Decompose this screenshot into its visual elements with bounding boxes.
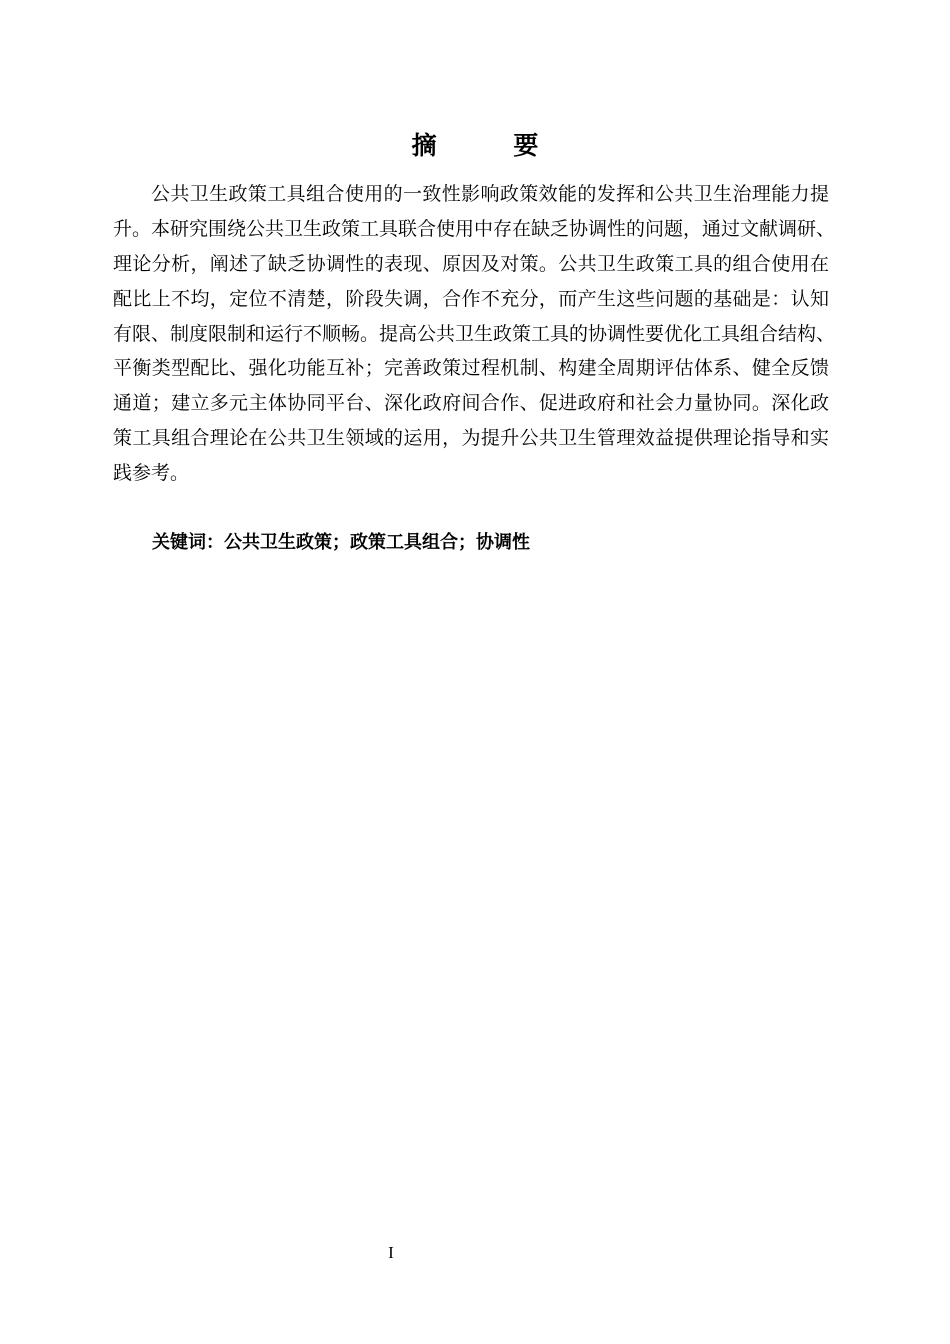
abstract-line: 有限、制度限制和运行不顺畅。提高公共卫生政策工具的协调性要优化工具组合结构、 <box>113 322 836 345</box>
keywords-value: 公共卫生政策；政策工具组合；协调性 <box>224 532 530 553</box>
keywords <box>152 528 530 558</box>
abstract-line: 通道；建立多元主体协同平台、深化政府间合作、促进政府和社会力量协同。深化政 <box>113 392 829 415</box>
keywords-label: 关键词： <box>152 532 224 553</box>
abstract-line: 理论分析，阐述了缺乏协调性的表现、原因及对策。公共卫生政策工具的组合使用在 <box>113 252 829 275</box>
abstract-line: 践参考。 <box>113 462 190 485</box>
abstract-line: 策工具组合理论在公共卫生领域的运用，为提升公共卫生管理效益提供理论指导和实 <box>113 427 829 450</box>
abstract-body <box>113 177 836 491</box>
abstract-line: 配比上不均，定位不清楚，阶段失调，合作不充分，而产生这些问题的基础是：认知 <box>113 287 829 310</box>
abstract-line: 升。本研究围绕公共卫生政策工具联合使用中存在缺乏协调性的问题，通过文献调研、 <box>113 217 836 240</box>
page-number: I <box>388 1243 394 1262</box>
abstract-line: 公共卫生政策工具组合使用的一致性影响政策效能的发挥和公共卫生治理能力提 <box>151 183 829 205</box>
abstract-line: 平衡类型配比、强化功能互补；完善政策过程机制、构建全周期评估体系、健全反馈 <box>113 357 829 380</box>
abstract-title: 摘 要 <box>411 131 573 160</box>
